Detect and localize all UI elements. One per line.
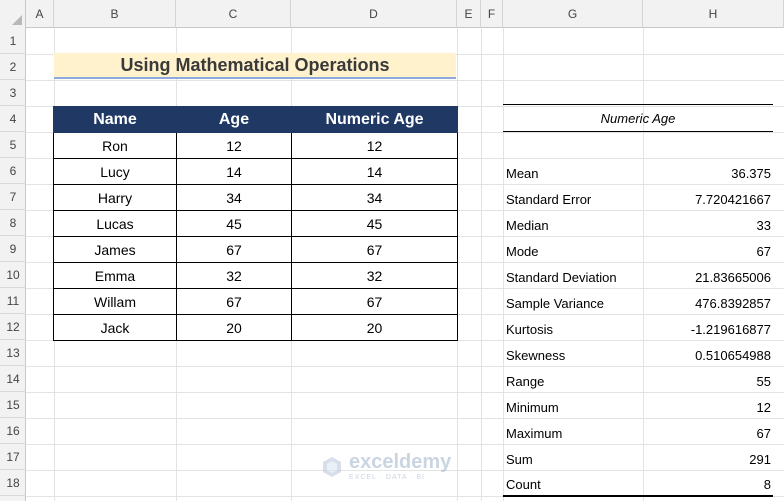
cell-age[interactable]: 20 [177,315,292,341]
exceldemy-watermark [320,452,451,481]
table-header-row [54,107,458,133]
cell-numeric-age[interactable]: 32 [292,263,458,289]
stat-label-sum[interactable]: Sum [506,452,533,467]
row-header-12[interactable]: 12 [0,314,26,340]
header-age[interactable]: Age [177,107,292,133]
stat-value-skewness[interactable]: 0.510654988 [695,348,771,363]
column-header-f[interactable]: F [481,0,503,28]
cell-age[interactable]: 45 [177,211,292,237]
row-header-3[interactable]: 3 [0,80,26,106]
stat-value-maximum[interactable]: 67 [756,426,771,441]
cell-numeric-age[interactable]: 20 [292,315,458,341]
column-header-d[interactable]: D [291,0,457,28]
row-header-15[interactable]: 15 [0,392,26,418]
stat-label-range[interactable]: Range [506,374,545,389]
cell-name[interactable]: Ron [54,133,177,159]
cell-name[interactable]: Emma [54,263,177,289]
cell-numeric-age[interactable]: 12 [292,133,458,159]
stat-value-mean[interactable]: 36.375 [731,166,771,181]
cell-name[interactable]: Lucy [54,159,177,185]
table-row [54,263,458,289]
table-row [54,315,458,341]
cell-name[interactable]: Willam [54,289,177,315]
stat-label-mode[interactable]: Mode [506,244,539,259]
watermark-name: exceldemy [349,451,452,473]
stat-value-kurtosis[interactable]: -1.219616877 [690,322,771,337]
select-all-corner[interactable] [0,0,26,28]
row-header-1[interactable]: 1 [0,28,26,54]
stat-label-maximum[interactable]: Maximum [506,426,563,441]
stat-label-kurtosis[interactable]: Kurtosis [506,322,553,337]
cell-name[interactable]: Jack [54,315,177,341]
watermark-tagline: EXCEL · DATA · BI [349,474,425,481]
row-header-10[interactable]: 10 [0,262,26,288]
cell-numeric-age[interactable]: 67 [292,289,458,315]
row-header-6[interactable]: 6 [0,158,26,184]
row-header-7[interactable]: 7 [0,184,26,210]
row-header-5[interactable]: 5 [0,132,26,158]
row-header-4[interactable]: 4 [0,106,26,132]
row-header-2[interactable]: 2 [0,54,26,80]
stat-value-range[interactable]: 55 [756,374,771,389]
column-header-e[interactable]: E [457,0,481,28]
stat-label-mean[interactable]: Mean [506,166,539,181]
stat-value-minimum[interactable]: 12 [756,400,771,415]
row-header-8[interactable]: 8 [0,210,26,236]
sheet-title[interactable]: Using Mathematical Operations [54,53,456,79]
data-table [53,106,458,341]
stat-value-sum[interactable]: 291 [749,452,771,467]
cell-age[interactable]: 67 [177,289,292,315]
column-header-row [0,0,784,28]
row-header-11[interactable]: 11 [0,288,26,314]
column-header-b[interactable]: B [54,0,176,28]
table-row [54,159,458,185]
table-row [54,237,458,263]
column-header-c[interactable]: C [176,0,291,28]
stat-value-mode[interactable]: 67 [756,244,771,259]
row-header-16[interactable]: 16 [0,418,26,444]
stat-label-skewness[interactable]: Skewness [506,348,566,363]
table-row [54,133,458,159]
row-header-9[interactable]: 9 [0,236,26,262]
row-header-13[interactable]: 13 [0,340,26,366]
table-row [54,185,458,211]
stat-label-standard-error[interactable]: Standard Error [506,192,592,207]
row-headers [0,28,26,501]
column-header-g[interactable]: G [503,0,643,28]
cell-age[interactable]: 67 [177,237,292,263]
stat-label-sample-variance[interactable]: Sample Variance [506,296,605,311]
row-header-17[interactable]: 17 [0,444,26,470]
stat-value-standard-error[interactable]: 7.720421667 [695,192,771,207]
column-header-h[interactable]: H [643,0,784,28]
cell-numeric-age[interactable]: 67 [292,237,458,263]
cell-name[interactable]: Lucas [54,211,177,237]
header-numeric-age[interactable]: Numeric Age [292,107,458,133]
stats-heading[interactable]: Numeric Age [600,110,676,126]
stats-heading-border [503,131,773,132]
exceldemy-logo-icon [320,455,344,479]
cell-numeric-age[interactable]: 34 [292,185,458,211]
stat-value-count[interactable]: 8 [763,477,771,492]
row-header-14[interactable]: 14 [0,366,26,392]
cell-name[interactable]: Harry [54,185,177,211]
stat-value-median[interactable]: 33 [756,218,771,233]
cell-numeric-age[interactable]: 45 [292,211,458,237]
cell-age[interactable]: 34 [177,185,292,211]
cell-name[interactable]: James [54,237,177,263]
cell-age[interactable]: 14 [177,159,292,185]
stat-value-standard-deviation[interactable]: 21.83665006 [695,270,771,285]
table-row [54,211,458,237]
stats-top-border [503,104,773,105]
stat-label-standard-deviation[interactable]: Standard Deviation [506,270,617,285]
stat-label-median[interactable]: Median [506,218,549,233]
stats-bottom-border [503,495,773,497]
stat-label-minimum[interactable]: Minimum [506,400,559,415]
header-name[interactable]: Name [54,107,177,133]
table-row [54,289,458,315]
cell-numeric-age[interactable]: 14 [292,159,458,185]
row-header-18[interactable]: 18 [0,470,26,496]
select-all-triangle-icon [12,15,22,25]
column-header-a[interactable]: A [26,0,54,28]
stat-value-sample-variance[interactable]: 476.8392857 [695,296,771,311]
cell-age[interactable]: 32 [177,263,292,289]
cell-age[interactable]: 12 [177,133,292,159]
stat-label-count[interactable]: Count [506,477,541,492]
